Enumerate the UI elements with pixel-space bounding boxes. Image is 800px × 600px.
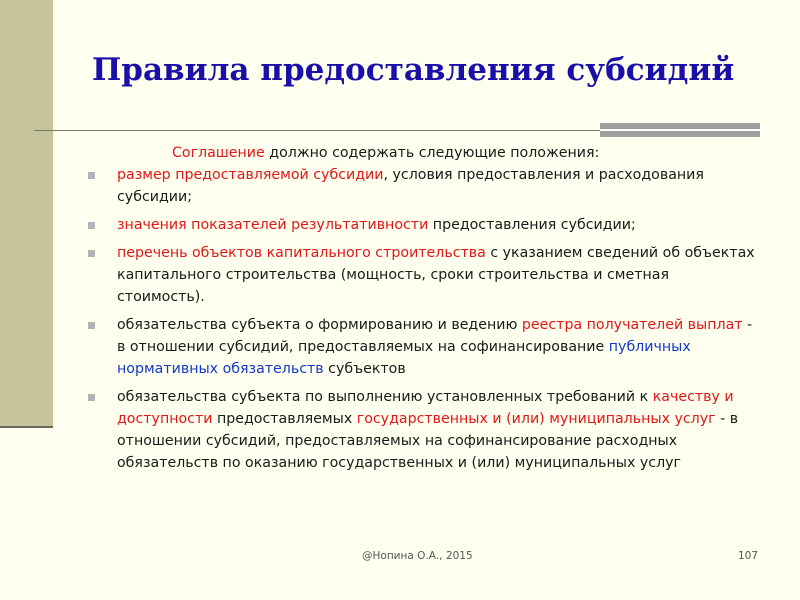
page-number: 107 [738,550,759,562]
bullet-highlight-text: реестра получателей выплат [521,317,743,333]
bullet-item [88,242,760,308]
square-bullet-icon [88,222,95,229]
bullet-text: - в отношении субсидий, предоставляемых на софинансирование расходных обязательств по оказанию государственных и (или) муниципальных услуг [117,411,739,471]
bullet-highlight-text: значения показателей результативности [117,217,429,233]
bullet-highlight-text: качеству и доступности [117,389,734,427]
bullet-highlight-text: перечень объектов капитального строительства [117,245,486,261]
bullet-list [88,164,760,474]
bullet-text: с указанием сведений об объектах капитального строительства (мощность, сроки строительства и сметная стоимость). [117,245,755,305]
bullet-text: субъектов [323,361,406,377]
bullet-item [88,214,760,236]
title-divider-bar [600,123,760,137]
bullet-item [88,386,760,474]
bullet-text: - в отношении субсидий, предоставляемых на софинансирование [117,317,753,355]
bullet-text: предоставляемых [212,411,357,427]
bullet-item [88,314,760,380]
bullet-item [88,164,760,208]
sidebar-decoration [0,0,53,426]
lead-highlight: Соглашение [172,145,265,161]
bullet-text: обязательства субъекта о формированию и ведению [117,317,522,333]
slide-content [88,142,760,480]
sidebar-edge-line [0,426,53,428]
lead-text [172,142,760,164]
bullet-text: обязательства субъекта по выполнению установленных требований к [117,389,653,405]
square-bullet-icon [88,250,95,257]
lead-rest: должно содержать следующие положения: [264,145,600,161]
square-bullet-icon [88,172,95,179]
slide-title: Правила предоставления субсидий [92,52,735,88]
footer-author: @Нопина О.А., 2015 [362,550,473,562]
bullet-highlight-text: государственных и (или) муниципальных услуг [356,411,716,427]
bullet-text: предоставления субсидии; [428,217,636,233]
square-bullet-icon [88,394,95,401]
square-bullet-icon [88,322,95,329]
bullet-highlight-text: размер предоставляемой субсидии [117,167,384,183]
title-divider-line [34,130,600,131]
bullet-highlight-text: публичных нормативных обязательств [117,339,691,377]
bullet-text: , условия предоставления и расходования субсидии; [117,167,704,205]
